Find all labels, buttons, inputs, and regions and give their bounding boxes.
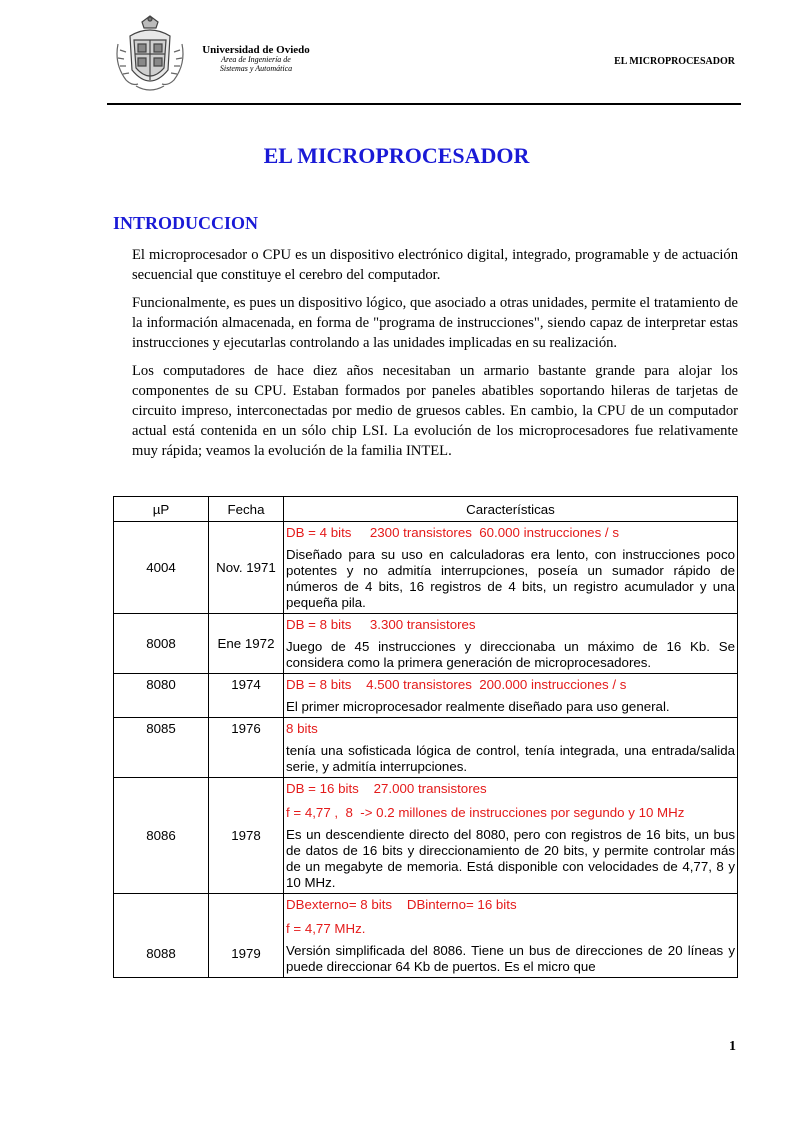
table-header-row	[114, 497, 738, 522]
table-row	[114, 614, 738, 674]
paragraph-1: El microprocesador o CPU es un dispositivo electrónico digital, integrado, programable y de actuación secuencial que constituye el cerebro del computador.	[132, 247, 738, 283]
table-row	[114, 778, 738, 894]
cell-up: 4004	[114, 522, 209, 614]
cell-date: 1978	[209, 778, 284, 894]
table-row	[114, 718, 738, 778]
cell-up: 8008	[114, 614, 209, 674]
description: Es un descendiente directo del 8080, pero con registros de 16 bits, un bus de datos de 16 bits y direccionamiento de 20 bits, y permite controlar más de un megabyte de memoria. Está disponible con velocidades de 4,77, 8 y 10 MHz.	[286, 827, 735, 890]
university-name: Universidad de Oviedo	[202, 44, 310, 56]
table-row	[114, 522, 738, 614]
description: Juego de 45 instrucciones y direccionaba un máximo de 16 Kb. Se considera como la primera generación de microprocesadores.	[286, 639, 735, 670]
document-title: EL MICROPROCESADOR	[263, 143, 530, 168]
cell-date: 1976	[209, 718, 284, 778]
microprocessor-table	[113, 496, 738, 978]
section-heading: INTRODUCCION	[113, 213, 259, 233]
description: Diseñado para su uso en calculadoras era lento, con instrucciones poco potentes y no admitía interrupciones, poseía un sumador rápido de números de 4 bits, 16 registros de 4 bits, un registro acumulador y una pequeña pila.	[286, 547, 735, 610]
spec-line: DB = 8 bits 4.500 transistores 200.000 instrucciones / s	[286, 677, 627, 692]
paragraph-3: Los computadores de hace diez años necesitaban un armario bastante grande para alojar los componentes de su CPU. Estaban formados por paneles abatibles soportando hileras de tarjetas de circuito impreso, interconectadas por medio de gruesos cables. En cambio, la CPU de un computador actual está contenida en un sólo chip LSI. La evolución de los microprocesadores fue relativamente muy rápida; veamos la evolución de la familia INTEL.	[132, 363, 738, 459]
cell-date: Ene 1972	[209, 614, 284, 674]
spec-line: DBexterno= 8 bits DBinterno= 16 bits	[286, 897, 517, 912]
page-number: 1	[729, 1039, 736, 1054]
table-row	[114, 894, 738, 978]
cell-characteristics	[284, 674, 738, 718]
spec-line: f = 4,77 , 8 -> 0.2 millones de instrucciones por segundo y 10 MHz	[286, 805, 685, 820]
cell-up: 8080	[114, 674, 209, 718]
header-divider	[107, 103, 741, 105]
table-row	[114, 674, 738, 718]
description: Versión simplificada del 8086. Tiene un bus de direcciones de 20 líneas y puede direccionar 64 Kb de puertos. Es el micro que	[286, 943, 735, 974]
cell-up: 8086	[114, 778, 209, 894]
header-characteristics: Características	[284, 497, 738, 522]
running-header-title: EL MICROPROCESADOR	[614, 56, 735, 67]
description: El primer microprocesador realmente diseñado para uso general.	[286, 699, 670, 714]
spec-line: DB = 8 bits 3.300 transistores	[286, 617, 476, 632]
spec-line: DB = 4 bits 2300 transistores 60.000 instrucciones / s	[286, 525, 619, 540]
cell-date: 1974	[209, 674, 284, 718]
cell-date: 1979	[209, 894, 284, 978]
department-line-1: Area de Ingeniería de	[221, 55, 291, 65]
cell-up: 8085	[114, 718, 209, 778]
intro-text	[132, 245, 738, 469]
cell-characteristics	[284, 718, 738, 778]
cell-characteristics	[284, 614, 738, 674]
cell-characteristics	[284, 894, 738, 978]
university-seal-icon	[112, 14, 188, 96]
cell-characteristics	[284, 778, 738, 894]
spec-line: f = 4,77 MHz.	[286, 921, 366, 936]
header-date: Fecha	[209, 497, 284, 522]
header-up: µP	[114, 497, 209, 522]
cell-date: Nov. 1971	[209, 522, 284, 614]
department-line-2: Sistemas y Automática	[219, 63, 293, 73]
description: tenía una sofisticada lógica de control, tenía integrada, una entrada/salida serie, y admitía interrupciones.	[286, 743, 735, 774]
spec-line: DB = 16 bits 27.000 transistores	[286, 781, 487, 796]
spec-line: 8 bits	[286, 721, 318, 736]
paragraph-2: Funcionalmente, es pues un dispositivo lógico, que asociado a otras unidades, permite el tratamiento de la información almacenada, en forma de "programa de instrucciones", siendo capaz de interpretar estas instrucciones y ejecutarlas controlando a las unidades implicadas en su realización.	[132, 295, 738, 351]
university-header	[190, 44, 322, 74]
cell-characteristics	[284, 522, 738, 614]
cell-up: 8088	[114, 894, 209, 978]
